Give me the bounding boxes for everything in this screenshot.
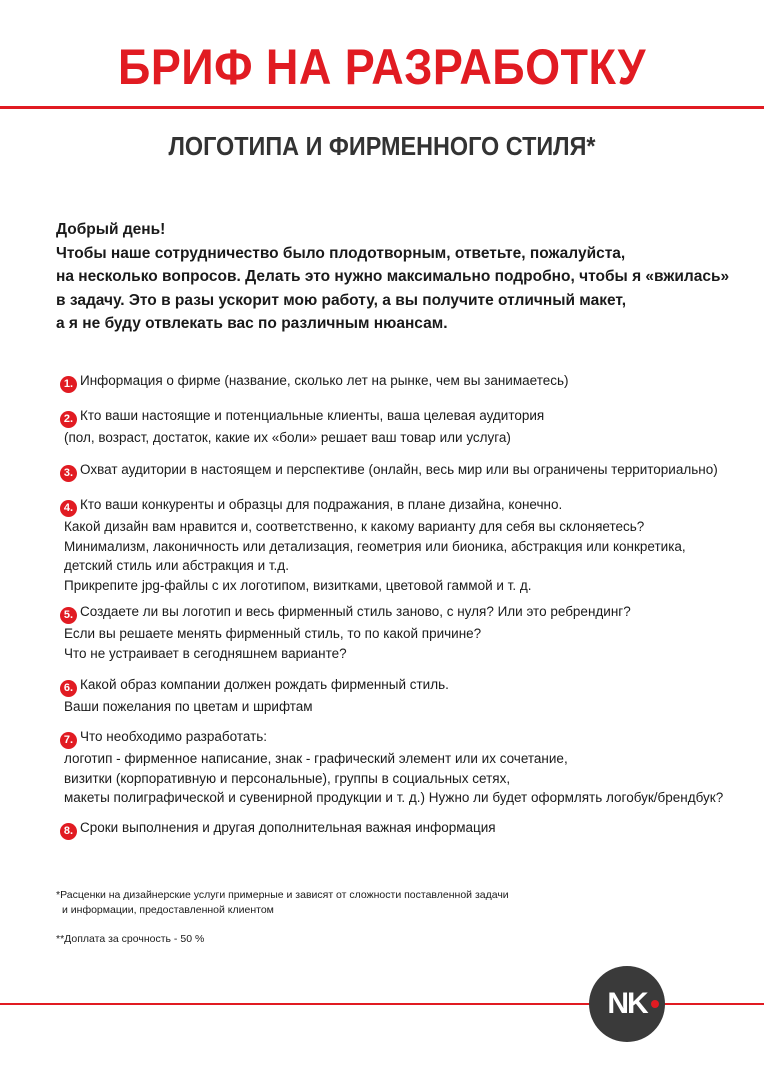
question-text: детский стиль или абстракция и т.д. xyxy=(64,558,289,573)
number-badge: 7. xyxy=(60,732,77,749)
question-5 xyxy=(60,602,740,663)
question-text: Кто ваши настоящие и потенциальные клиенты, ваша целевая аудитория xyxy=(80,408,545,423)
question-text: Информация о фирме (название, сколько лет на рынке, чем вы занимаетесь) xyxy=(80,373,569,388)
question-text: Охват аудитории в настоящем и перспективе (онлайн, весь мир или вы ограничены территориально) xyxy=(80,462,718,477)
header-divider xyxy=(0,106,764,109)
intro-text xyxy=(56,218,736,336)
question-text: Прикрепите jpg-файлы с их логотипом, визитками, цветовой гаммой и т. д. xyxy=(64,577,532,593)
intro-line: Чтобы наше сотрудничество было плодотворным, ответьте, пожалуйста, xyxy=(56,244,626,262)
brand-logo: NK xyxy=(589,966,665,1042)
question-text: Что необходимо разработать: xyxy=(80,729,268,744)
question-8 xyxy=(60,818,740,840)
footnote-pricing: *Расценки на дизайнерские услуги примерные и зависят от сложности поставленной задачи xyxy=(56,889,509,901)
logo-accent-dot xyxy=(651,1000,659,1008)
question-text: Создаете ли вы логотип и весь фирменный стиль заново, с нуля? Или это ребрендинг? xyxy=(80,604,631,619)
question-text: Ваши пожелания по цветам и шрифтам xyxy=(64,699,313,714)
question-1 xyxy=(60,371,740,393)
number-badge: 4. xyxy=(60,500,77,517)
number-badge: 8. xyxy=(60,823,77,840)
question-6 xyxy=(60,675,740,717)
question-text: Минимализм, лаконичность или детализация, геометрия или бионика, абстракция или конкретика, xyxy=(64,538,686,554)
intro-line: в задачу. Это в разы ускорит мою работу, а вы получите отличный макет, xyxy=(56,291,627,309)
footnote-pricing-cont: и информации, предоставленной клиентом xyxy=(62,904,274,916)
number-badge: 6. xyxy=(60,680,77,697)
question-text: макеты полиграфической и сувенирной продукции и т. д.) Нужно ли будет оформлять логобук/брендбук? xyxy=(64,790,724,805)
page-subtitle: ЛОГОТИПА И ФИРМЕННОГО СТИЛЯ* xyxy=(168,131,596,161)
question-text: Сроки выполнения и другая дополнительная важная информация xyxy=(80,820,496,835)
question-text: визитки (корпоративную и персональные), группы в социальных сетях, xyxy=(64,770,511,786)
question-2 xyxy=(60,406,740,448)
question-text: Какой образ компании должен рождать фирменный стиль. xyxy=(80,677,449,692)
question-text: Что не устраивает в сегодняшнем варианте? xyxy=(64,645,347,661)
footnote-urgency: **Доплата за срочность - 50 % xyxy=(56,933,205,945)
question-text: Кто ваши конкуренты и образцы для подражания, в плане дизайна, конечно. xyxy=(80,497,563,512)
question-text: Какой дизайн вам нравится и, соответственно, к какому варианту для себя вы склоняетесь? xyxy=(64,519,645,534)
number-badge: 5. xyxy=(60,607,77,624)
question-text: Если вы решаете менять фирменный стиль, то по какой причине? xyxy=(64,626,482,641)
question-4 xyxy=(60,495,740,595)
question-text: логотип - фирменное написание, знак - графический элемент или их сочетание, xyxy=(64,751,568,766)
question-7 xyxy=(60,727,740,808)
question-text: (пол, возраст, достаток, какие их «боли» решает ваш товар или услуга) xyxy=(64,430,511,445)
number-badge: 2. xyxy=(60,411,77,428)
question-3 xyxy=(60,460,740,482)
page-title: БРИФ НА РАЗРАБОТКУ xyxy=(118,39,646,95)
intro-line: на несколько вопросов. Делать это нужно максимально подробно, чтобы я «вжилась» xyxy=(56,268,730,285)
intro-line: а я не буду отвлекать вас по различным нюансам. xyxy=(56,315,448,332)
intro-line: Добрый день! xyxy=(56,221,166,238)
number-badge: 1. xyxy=(60,376,77,393)
number-badge: 3. xyxy=(60,465,77,482)
